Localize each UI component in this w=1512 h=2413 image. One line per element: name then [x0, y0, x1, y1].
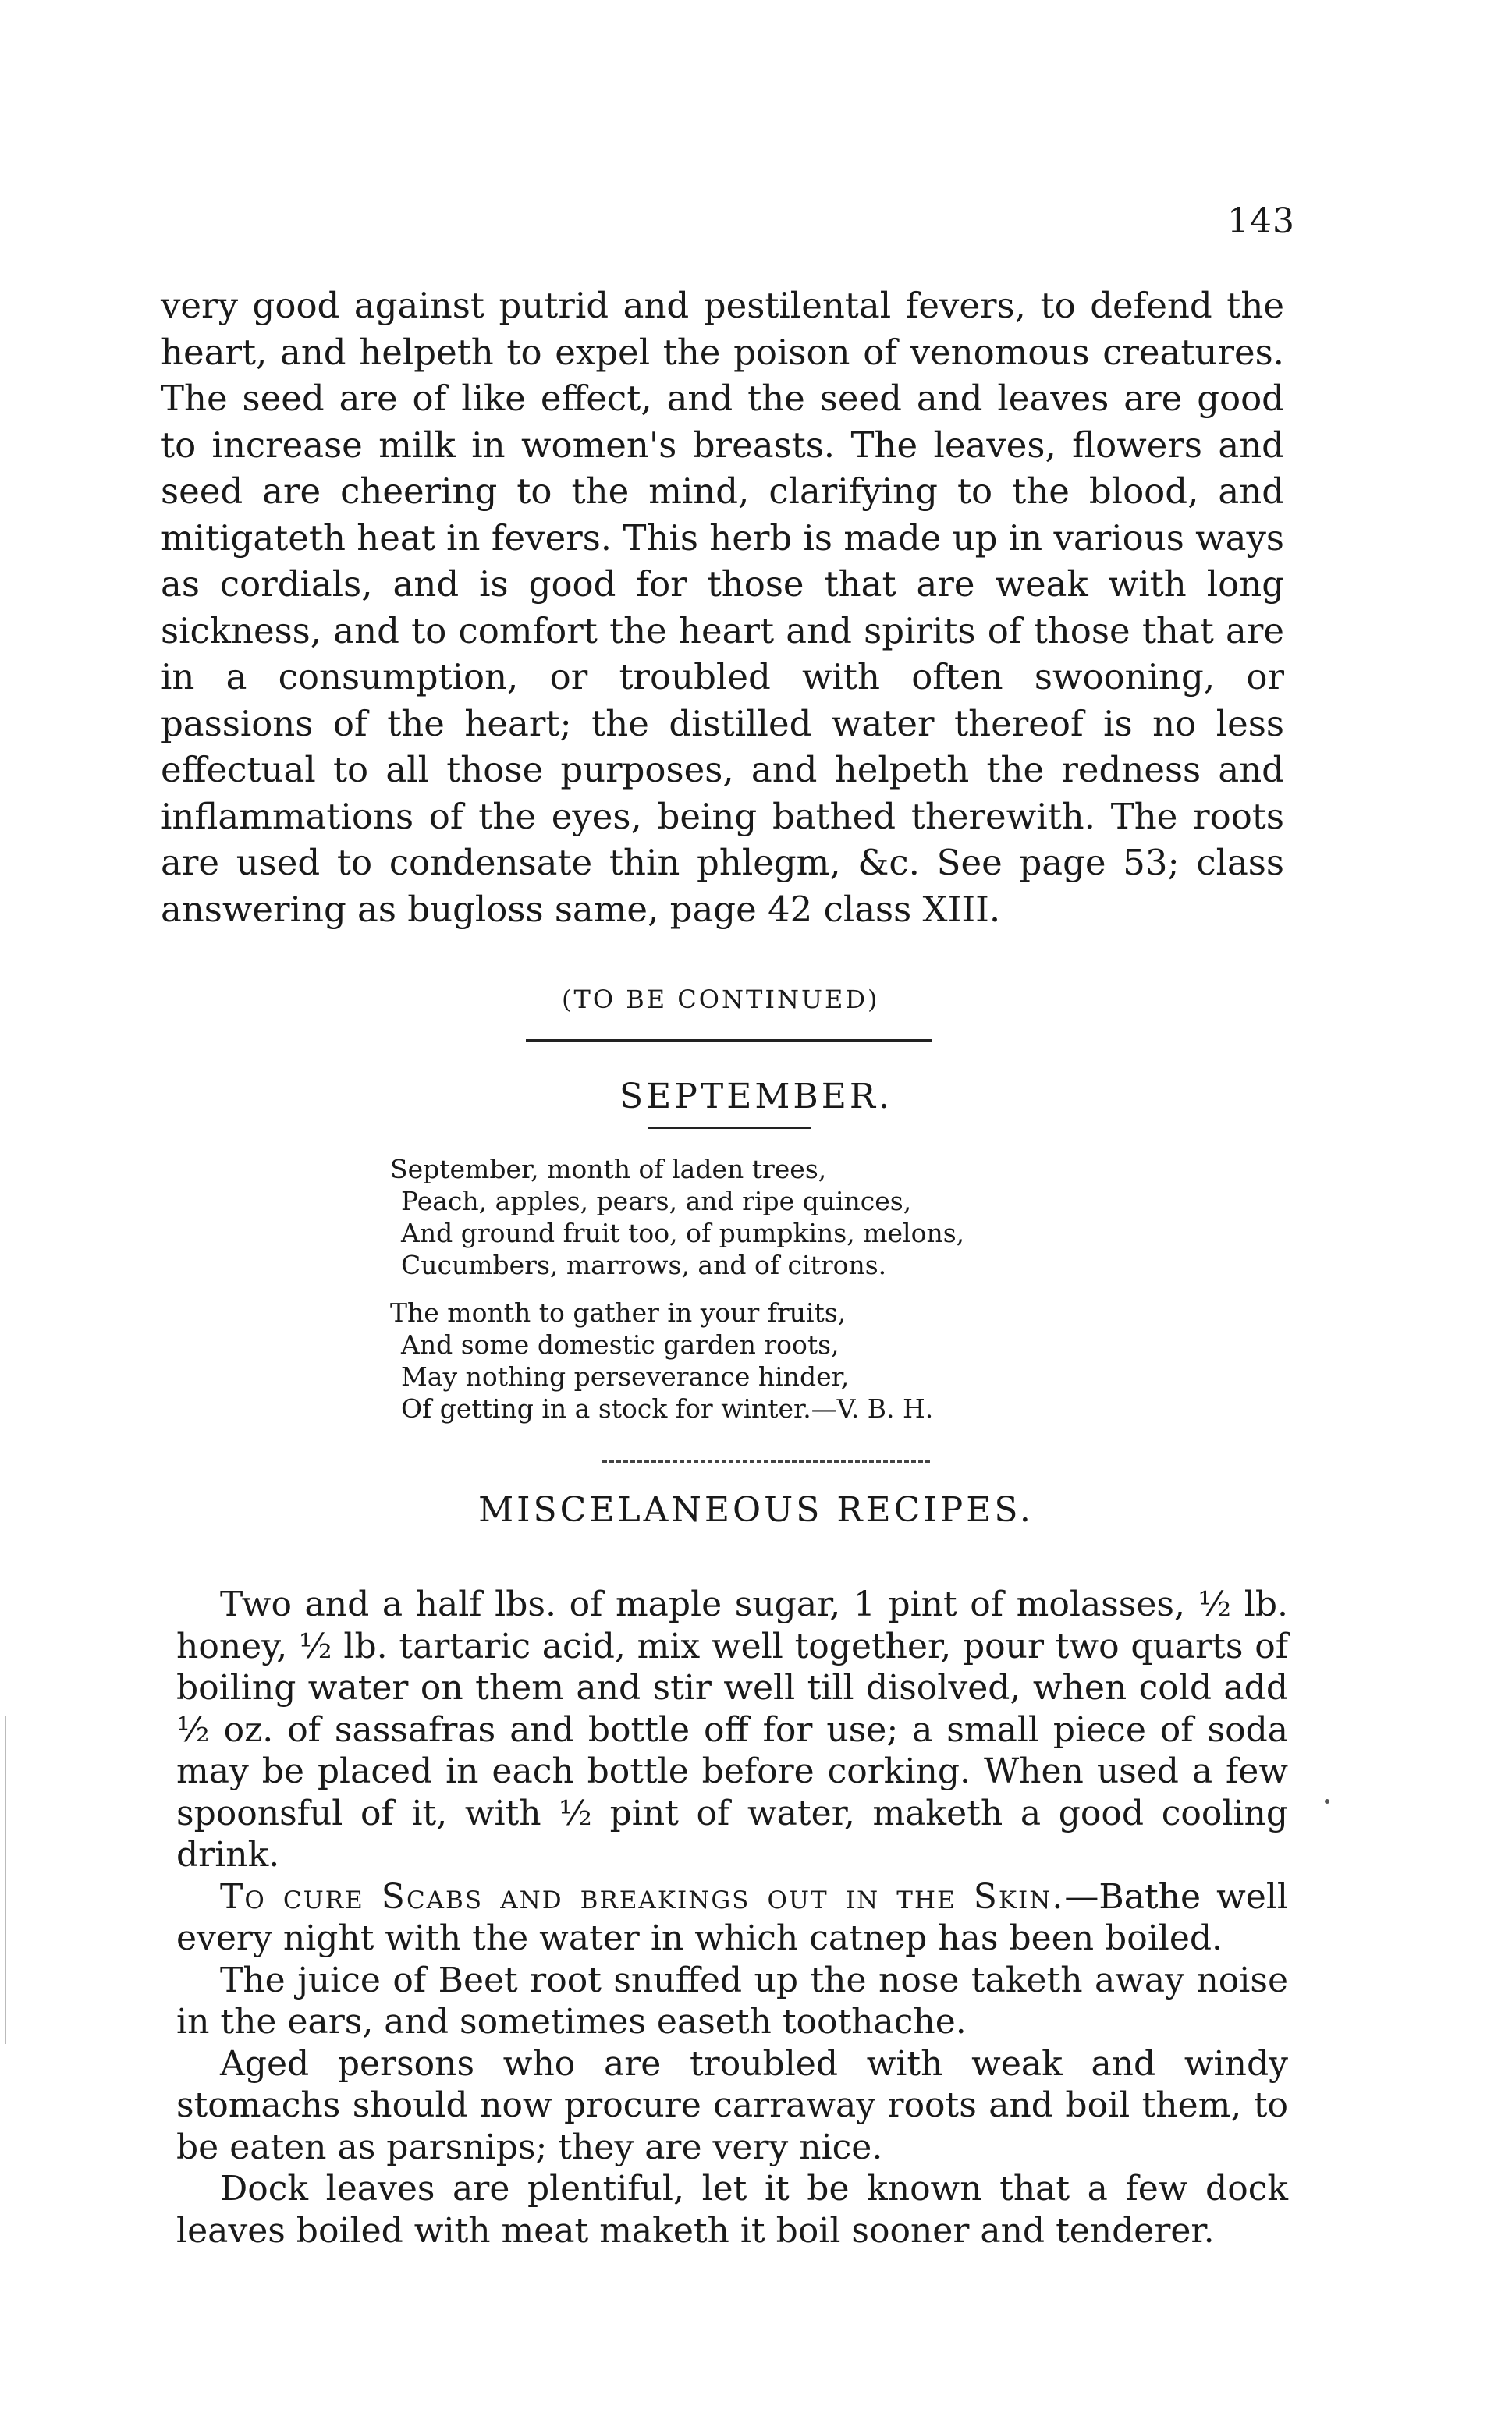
continuation-section	[161, 282, 1284, 932]
recipe-text: The juice of Beet root snuffed up the nose taketh away noise in the ears, and sometimes easeth toothache.	[176, 1960, 1288, 2042]
recipe-paragraph	[176, 2043, 1288, 2169]
recipe-text: Dock leaves are plentiful, let it be known that a few dock leaves boiled with meat maketh it boil sooner and tenderer.	[176, 2169, 1288, 2251]
section-divider	[526, 1039, 932, 1042]
recipe-paragraph	[176, 1584, 1288, 1876]
heading-underline	[648, 1127, 811, 1129]
poem-line: Peach, apples, pears, and ripe quinces,	[401, 1186, 912, 1216]
recipe-text: Two and a half lbs. of maple sugar, 1 pint of molasses, ½ lb. honey, ½ lb. tartaric acid, mix well together, pour two quarts of boiling water on them and stir well till disolved, when cold add ½ oz. of sassafras and bottle off for use; a small piece of soda may be placed in each bottle before corking. When used a few spoonsful of it, with ½ pint of water, maketh a good cooling drink.	[176, 1584, 1288, 1875]
recipes-section	[176, 1584, 1288, 2252]
poem-line: The month to gather in your fruits,	[390, 1297, 847, 1328]
to-be-continued-note: (TO BE CONTINUED)	[562, 985, 880, 1014]
recipe-text: —Bathe well every night with the water in which catnep has been boiled.	[176, 1876, 1288, 1958]
recipe-paragraph	[176, 1960, 1288, 2043]
poem-stanza-2	[390, 1297, 1170, 1425]
page-number: 143	[1227, 201, 1295, 241]
recipes-heading: MISCELANEOUS RECIPES.	[478, 1490, 1034, 1530]
continuation-paragraph: very good against putrid and pestilental fevers, to defend the heart, and helpeth to expel the poison of venomous creatures. The seed are of like effect, and the seed and leaves are good to increase milk in women's breasts. The leaves, flowers and seed are cheering to the mind, clarifying to the blood, and mitigateth heat in fevers. This herb is made up in various ways as cordials, and is good for those that are weak with long sickness, and to comfort the heart and spirits of those that are in a consumption, or troubled with often swooning, or passions of the heart; the distilled water thereof is no less effectual to all those purposes, and helpeth the redness and inflammations of the eyes, being bathed therewith. The roots are used to condensate thin phlegm, &c. See page 53; class answering as bugloss same, page 42 class XIII.	[161, 285, 1284, 930]
scan-margin-mark	[5, 1716, 6, 2044]
recipe-paragraph	[176, 2168, 1288, 2252]
poem-line: May nothing perseverance hinder,	[401, 1361, 850, 1392]
recipe-lead: To cure Scabs and breakings out in the Skin.	[220, 1876, 1065, 1917]
poem-stanza-1	[390, 1153, 1170, 1281]
scan-speck	[1325, 1799, 1329, 1804]
september-poem	[390, 1153, 1170, 1440]
poem-line: Of getting in a stock for winter.—V. B. H.	[401, 1393, 934, 1424]
poem-line: Cucumbers, marrows, and of citrons.	[401, 1250, 887, 1280]
poem-line: And some domestic garden roots,	[401, 1329, 839, 1360]
recipe-paragraph	[176, 1876, 1288, 1960]
september-heading: SEPTEMBER.	[619, 1077, 893, 1116]
poem-line: September, month of laden trees,	[390, 1154, 827, 1184]
recipe-text: Aged persons who are troubled with weak and windy stomachs should now procure carraway roots and boil them, to be eaten as parsnips; they are very nice.	[176, 2043, 1288, 2167]
section-divider-dashed	[602, 1460, 930, 1463]
poem-line: And ground fruit too, of pumpkins, melons,	[401, 1218, 965, 1248]
